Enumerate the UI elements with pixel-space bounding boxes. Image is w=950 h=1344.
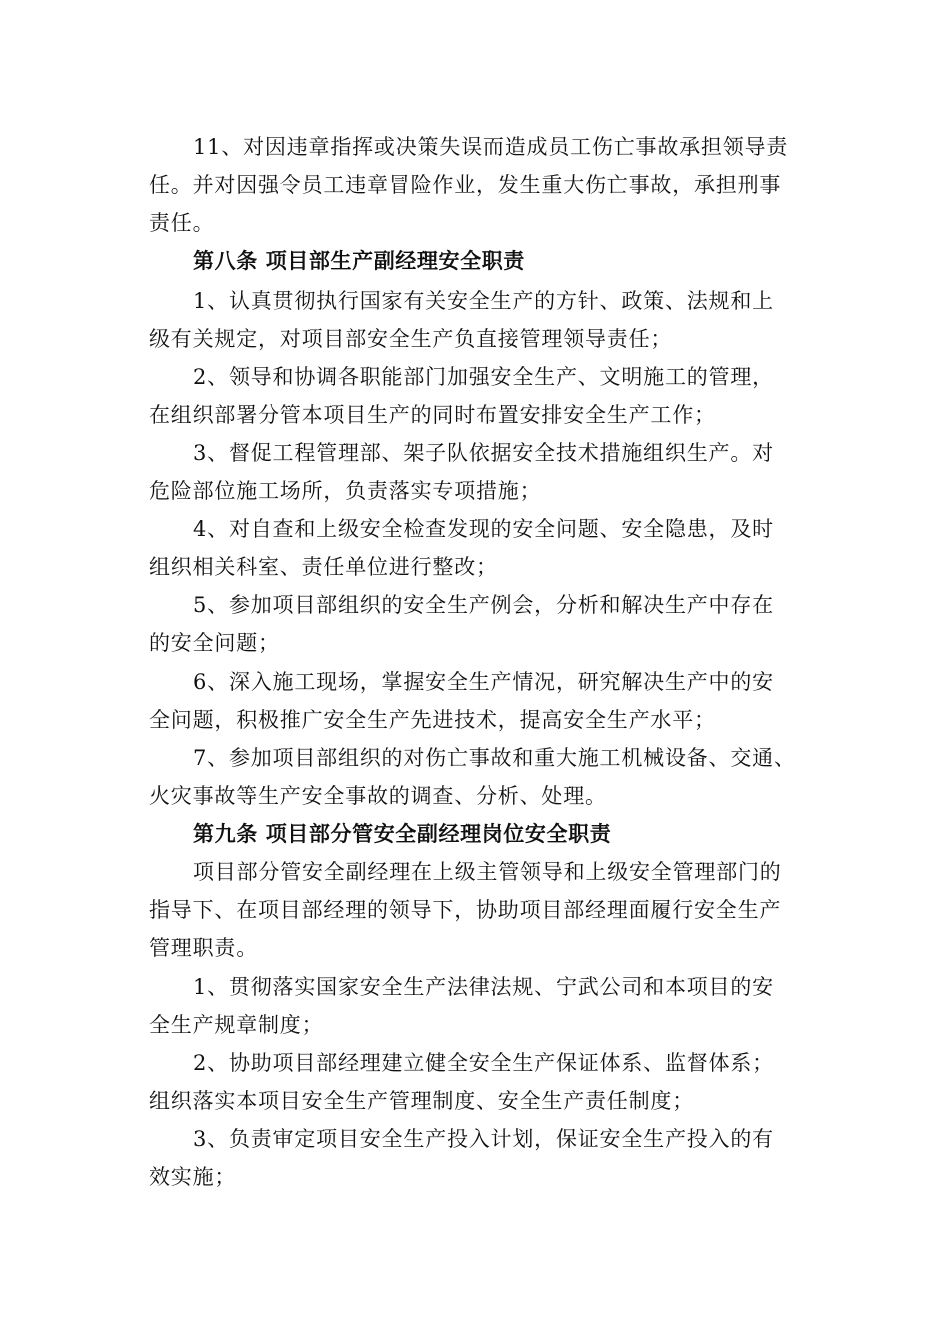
paragraph-line: 3、督促工程管理部、架子队依据安全技术措施组织生产。对 — [193, 441, 774, 465]
paragraph-line: 5、参加项目部组织的安全生产例会，分析和解决生产中存在 — [193, 593, 774, 617]
paragraph-line: 管理职责。 — [149, 936, 258, 960]
paragraph-line: 责任。 — [149, 211, 215, 235]
paragraph-line: 在组织部署分管本项目生产的同时布置安排安全生产工作； — [149, 403, 716, 427]
section-heading: 第九条 项目部分管安全副经理岗位安全职责 — [193, 822, 612, 846]
paragraph-line: 危险部位施工场所，负责落实专项措施； — [149, 479, 542, 503]
paragraph-line: 全问题，积极推广安全生产先进技术，提高安全生产水平； — [149, 708, 716, 732]
paragraph-line: 的安全问题； — [149, 631, 280, 655]
paragraph-line: 全生产规章制度； — [149, 1013, 324, 1037]
section-heading: 第八条 项目部生产副经理安全职责 — [193, 249, 525, 273]
paragraph-line: 11、对因违章指挥或决策失误而造成员工伤亡事故承担领导责 — [193, 135, 789, 159]
paragraph-line: 任。并对因强令员工违章冒险作业，发生重大伤亡事故，承担刑事 — [149, 173, 782, 197]
paragraph-line: 1、认真贯彻执行国家有关安全生产的方针、政策、法规和上 — [193, 289, 774, 313]
paragraph-line: 6、深入施工现场，掌握安全生产情况，研究解决生产中的安 — [193, 670, 774, 694]
paragraph-line: 组织落实本项目安全生产管理制度、安全生产责任制度； — [149, 1089, 694, 1113]
paragraph-line: 1、贯彻落实国家安全生产法律法规、宁武公司和本项目的安 — [193, 975, 774, 999]
paragraph-line: 效实施； — [149, 1165, 237, 1189]
paragraph-line: 7、参加项目部组织的对伤亡事故和重大施工机械设备、交通、 — [193, 746, 796, 770]
paragraph-line: 3、负责审定项目安全生产投入计划，保证安全生产投入的有 — [193, 1127, 774, 1151]
paragraph-line: 4、对自查和上级安全检查发现的安全问题、安全隐患，及时 — [193, 517, 774, 541]
paragraph-line: 2、协助项目部经理建立健全安全生产保证体系、监督体系； — [193, 1051, 774, 1075]
paragraph-line: 2、领导和协调各职能部门加强安全生产、文明施工的管理， — [193, 365, 774, 389]
paragraph-line: 级有关规定，对项目部安全生产负直接管理领导责任； — [149, 327, 673, 351]
paragraph-line: 项目部分管安全副经理在上级主管领导和上级安全管理部门的 — [193, 860, 782, 884]
paragraph-line: 火灾事故等生产安全事故的调查、分析、处理。 — [149, 784, 607, 808]
paragraph-line: 组织相关科室、责任单位进行整改； — [149, 555, 498, 579]
paragraph-line: 指导下、在项目部经理的领导下，协助项目部经理面履行安全生产 — [149, 898, 782, 922]
